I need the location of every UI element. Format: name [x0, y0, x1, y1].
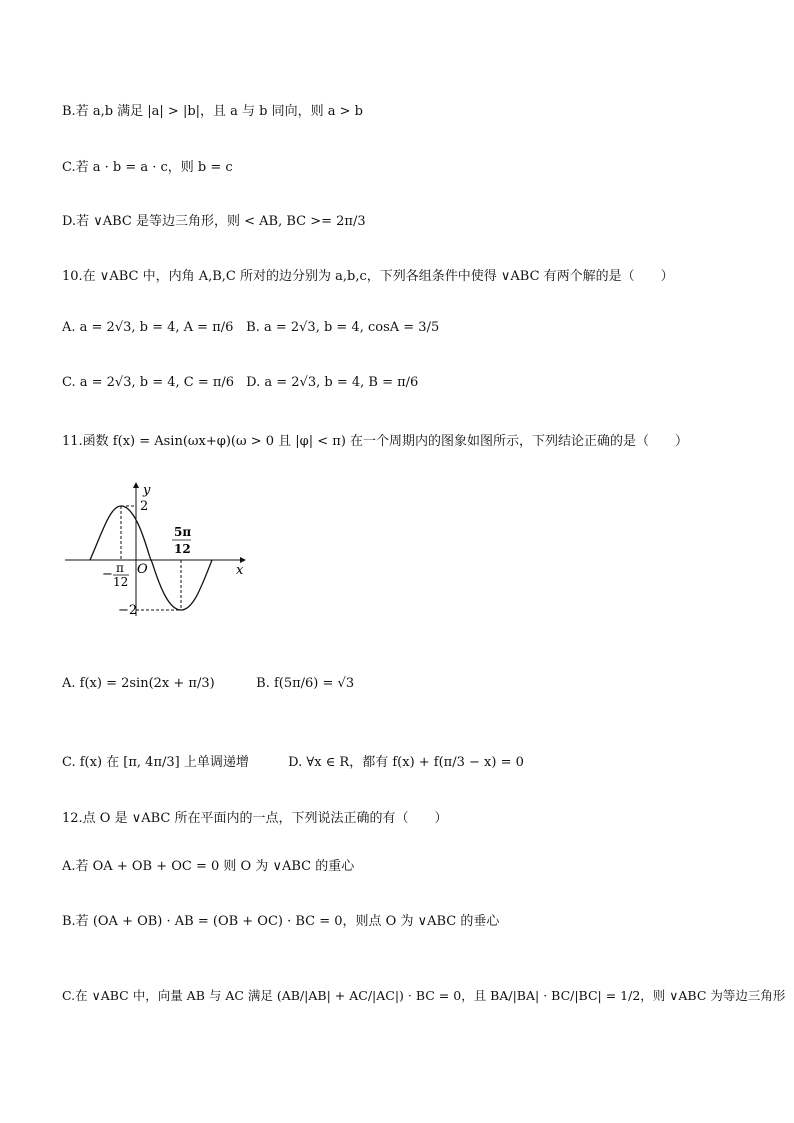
left-tick-sign: − — [102, 567, 113, 582]
sine-graph-figure — [60, 478, 260, 623]
right-tick-numerator: 5π — [174, 525, 192, 539]
y-axis-label: y — [143, 483, 151, 498]
origin-label: O — [137, 562, 148, 577]
question-11-option-d: D. ∀x ∈ R，都有 f(x) + f(π/3 − x) = 0 — [288, 755, 524, 770]
question-10-options-row1 — [62, 320, 439, 335]
question-9-option-b: B.若 a,b 满足 |a| > |b|，且 a 与 b 同向，则 a > b — [62, 104, 363, 119]
question-10-option-d: D. a = 2√3, b = 4, B = π/6 — [246, 375, 419, 390]
question-11-option-c: C. f(x) 在 [π, 4π/3] 上单调递增 — [62, 755, 249, 770]
min-value-label: −2 — [118, 603, 138, 618]
left-tick-numerator: π — [116, 561, 124, 575]
right-tick-denominator: 12 — [174, 542, 191, 556]
question-11-options-row2 — [62, 751, 524, 770]
question-10-option-c: C. a = 2√3, b = 4, C = π/6 — [62, 375, 235, 390]
question-10-options-row2 — [62, 375, 418, 390]
question-10-option-a: A. a = 2√3, b = 4, A = π/6 — [62, 320, 234, 335]
x-axis-label: x — [236, 563, 244, 578]
max-value-label: 2 — [140, 499, 149, 514]
question-12-option-c: C.在 ∨ABC 中，向量 AB 与 AC 满足 (AB/|AB| + AC/|AC|) · BC = 0，且 BA/|BA| · BC/|BC| = 1/2，则 ∨ABC 为等边三角形 — [62, 988, 786, 1003]
question-10-option-b: B. a = 2√3, b = 4, cosA = 3/5 — [246, 320, 440, 335]
question-11-option-a: A. f(x) = 2sin(2x + π/3) — [62, 676, 215, 691]
question-10-stem: 10.在 ∨ABC 中，内角 A,B,C 所对的边分别为 a,b,c，下列各组条件中使得 ∨ABC 有两个解的是（ ） — [62, 269, 674, 284]
question-11-stem: 11.函数 f(x) = Asin(ωx+φ)(ω > 0 且 |φ| < π) 在一个周期内的图象如图所示，下列结论正确的是（ ） — [62, 434, 689, 449]
question-12-option-a: A.若 OA + OB + OC = 0 则 O 为 ∨ABC 的重心 — [62, 859, 355, 874]
question-12-option-b: B.若 (OA + OB) · AB = (OB + OC) · BC = 0，则点 O 为 ∨ABC 的垂心 — [62, 914, 500, 929]
y-axis-arrow — [133, 482, 139, 488]
question-11-options-row1 — [62, 676, 354, 691]
sine-curve — [90, 506, 212, 610]
question-11-option-b: B. f(5π/6) = √3 — [256, 676, 355, 691]
question-9-option-c: C.若 a · b = a · c，则 b = c — [62, 160, 233, 175]
left-tick-denominator: 12 — [113, 575, 129, 589]
question-9-option-d: D.若 ∨ABC 是等边三角形，则 < AB, BC >= 2π/3 — [62, 214, 366, 229]
question-12-stem: 12.点 O 是 ∨ABC 所在平面内的一点，下列说法正确的有（ ） — [62, 811, 448, 826]
